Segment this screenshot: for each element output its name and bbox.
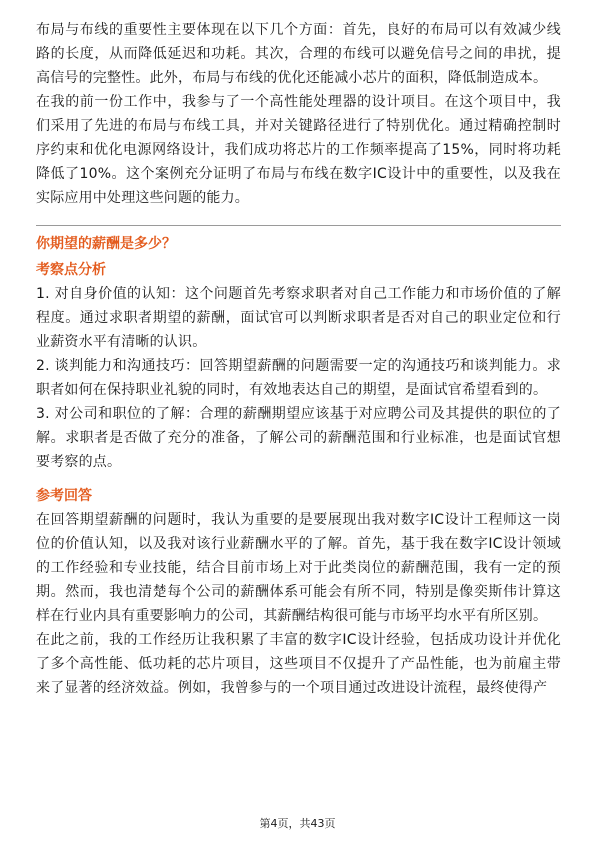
intro-paragraph-1: 布局与布线的重要性主要体现在以下几个方面：首先，良好的布局可以有效减少线路的长度，从而降低延迟和功耗。其次，合理的布线可以避免信号之间的串扰，提高信号的完整性。此外，布局与布线的优化还能减小芯片的面积，降低制造成本。 [36,22,561,86]
analysis-heading: 考察点分析 [36,262,106,278]
section-divider [36,225,561,226]
analysis-point-2: 2. 谈判能力和沟通技巧：回答期望薪酬的问题需要一定的沟通技巧和谈判能力。求职者如何在保持职业礼貌的同时，有效地表达自己的期望，是面试官希望看到的。 [36,358,561,398]
reference-answer-heading: 参考回答 [36,488,92,504]
question-heading: 你期望的薪酬是多少？ [36,236,176,252]
analysis-point-1: 1. 对自身价值的认知：这个问题首先考察求职者对自己工作能力和市场价值的了解程度。通过求职者期望的薪酬，面试官可以判断求职者是否对自己的职业定位和行业薪资水平有清晰的认识。 [36,286,561,350]
reference-paragraph-1: 在回答期望薪酬的问题时，我认为重要的是要展现出我对数字IC设计工程师这一岗位的价值认知，以及我对该行业薪酬水平的了解。首先，基于我在数字IC设计领域的工作经验和专业技能，结合目前市场上对于此类岗位的薪酬范围，我有一定的预期。然而，我也清楚每个公司的薪酬体系可能会有所不同，特别是像奕斯伟计算这样在行业内具有重要影响力的公司，其薪酬结构很可能与市场平均水平有所区别。 [36,512,561,624]
reference-paragraph-2: 在此之前，我的工作经历让我积累了丰富的数字IC设计经验，包括成功设计并优化了多个高性能、低功耗的芯片项目，这些项目不仅提升了产品性能，也为前雇主带来了显著的经济效益。例如，我曾参与的一个项目通过改进设计流程，最终使得产 [36,632,561,696]
page-number: 第4页，共43页 [259,817,336,830]
analysis-point-3: 3. 对公司和职位的了解：合理的薪酬期望应该基于对应聘公司及其提供的职位的了解。求职者是否做了充分的准备，了解公司的薪酬范围和行业标准，也是面试官想要考察的点。 [36,406,561,470]
document-page [36,18,561,700]
intro-paragraph-2: 在我的前一份工作中，我参与了一个高性能处理器的设计项目。在这个项目中，我们采用了先进的布局与布线工具，并对关键路径进行了特别优化。通过精确控制时序约束和优化电源网络设计，我们成功将芯片的工作频率提高了15%，同时将功耗降低了10%。这个案例充分证明了布局与布线在数字IC设计中的重要性，以及我在实际应用中处理这些问题的能力。 [36,94,561,206]
